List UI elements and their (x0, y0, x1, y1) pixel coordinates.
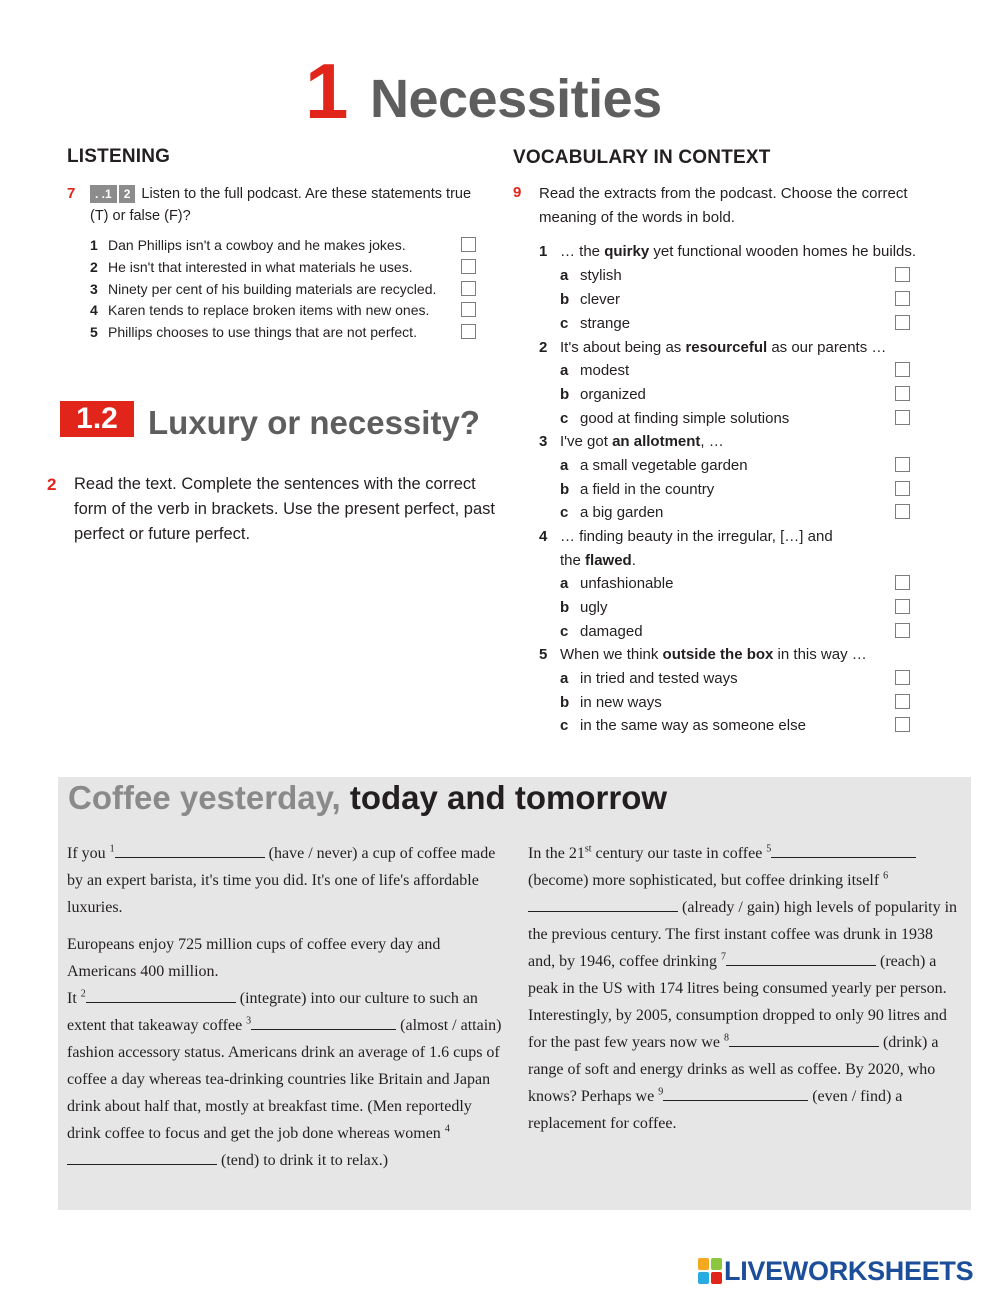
lesson-badge: 1.2 (60, 401, 134, 437)
vocab-question-4-line-2 (560, 549, 636, 573)
gap-number: 4 (444, 1123, 450, 1135)
vocab-option (560, 667, 738, 691)
vocab-checkbox-4b[interactable] (895, 599, 910, 614)
option-letter: b (560, 386, 570, 403)
tf-statement (90, 235, 480, 255)
exercise-9-number: 9 (513, 184, 522, 201)
option-text: damaged (580, 623, 643, 640)
gap-7-input[interactable] (726, 950, 876, 966)
gap-number: 3 (246, 1015, 252, 1027)
vocab-option (560, 383, 646, 407)
statement-number: 5 (90, 324, 98, 340)
lesson-title: Luxury or necessity? (148, 404, 480, 441)
question-bold-word: flawed (585, 552, 632, 569)
vocab-option (560, 454, 748, 478)
ordinal-suffix: st (584, 843, 592, 855)
vocab-question-1 (539, 240, 916, 264)
option-letter: c (560, 315, 569, 332)
option-text: organized (580, 386, 646, 403)
reading-title (68, 778, 667, 818)
vocab-option (560, 572, 673, 596)
question-number: 1 (539, 243, 548, 260)
reading-text: (even / find) a replacement for coffee. (528, 1088, 903, 1132)
statement-number: 2 (90, 259, 98, 275)
exercise-2-instruction: Read the text. Complete the sentences with the correct form of the verb in brackets. Use the present perfect, past perfect or future perfect. (74, 475, 495, 543)
reading-left-column (67, 840, 507, 1174)
vocab-checkbox-2a[interactable] (895, 362, 910, 377)
gap-4-input[interactable] (67, 1149, 217, 1165)
vocab-option (560, 359, 629, 383)
vocab-checkbox-3c[interactable] (895, 504, 910, 519)
reading-text: (tend) to drink it to relax.) (217, 1152, 389, 1169)
option-letter: c (560, 717, 569, 734)
tf-answer-box-2[interactable] (461, 259, 476, 274)
vocab-question-2 (539, 336, 886, 360)
vocab-option (560, 620, 643, 644)
gap-6-input[interactable] (528, 896, 678, 912)
statement-number: 4 (90, 302, 98, 318)
statement-number: 1 (90, 237, 98, 253)
option-letter: c (560, 410, 569, 427)
gap-number: 7 (721, 951, 726, 963)
option-letter: a (560, 575, 569, 592)
reading-paragraph (67, 840, 507, 921)
question-bold-word: an allotment (612, 433, 701, 450)
audio-tag-1: . .1 (90, 185, 117, 203)
vocab-checkbox-5a[interactable] (895, 670, 910, 685)
reading-right-column (528, 840, 958, 1137)
question-bold-word: resourceful (685, 339, 768, 356)
unit-title: Necessities (370, 69, 662, 129)
tf-statement (90, 257, 480, 277)
vocab-checkbox-4a[interactable] (895, 575, 910, 590)
exercise-7-instruction-block (90, 183, 490, 227)
tf-answer-box-3[interactable] (461, 281, 476, 296)
option-text: clever (580, 291, 621, 308)
exercise-7-instruction: Listen to the full podcast. Are these statements true (T) or false (F)? (90, 186, 472, 224)
vocab-option (560, 596, 608, 620)
question-bold-word: quirky (604, 243, 650, 260)
gap-3-input[interactable] (251, 1014, 396, 1030)
statement-text: Karen tends to replace broken items with new ones. (108, 302, 430, 318)
option-text: strange (580, 315, 631, 332)
question-number: 5 (539, 646, 548, 663)
reading-text: Europeans enjoy 725 million cups of coffee every day and Americans 400 million. (67, 936, 441, 980)
reading-text: In the 21 (528, 845, 585, 862)
liveworksheets-logo-icon (698, 1258, 722, 1284)
reading-text: (drink) a range of soft and energy drinks as well as coffee. By 2020, who knows? Perhaps we (528, 1034, 939, 1105)
question-text: . (631, 552, 636, 569)
vocab-checkbox-2c[interactable] (895, 410, 910, 425)
statement-text: Dan Phillips isn't a cowboy and he makes jokes. (108, 237, 406, 253)
option-letter: a (560, 362, 569, 379)
reading-paragraph (528, 840, 958, 1137)
tf-answer-box-5[interactable] (461, 324, 476, 339)
option-text: good at finding simple solutions (580, 410, 790, 427)
gap-1-input[interactable] (115, 842, 265, 858)
liveworksheets-logo[interactable] (698, 1256, 973, 1286)
tf-answer-box-4[interactable] (461, 302, 476, 317)
option-text: in the same way as someone else (580, 717, 806, 734)
question-text: It's about being as (560, 339, 686, 356)
tf-statement (90, 322, 480, 342)
question-text: … the (560, 243, 605, 260)
gap-2-input[interactable] (86, 987, 236, 1003)
gap-number: 1 (109, 843, 115, 855)
reading-text: (integrate) into our culture to such an extent that takeaway coffee (67, 990, 478, 1034)
option-letter: c (560, 504, 569, 521)
question-number: 3 (539, 433, 548, 450)
option-letter: b (560, 481, 570, 498)
gap-number: 5 (766, 843, 772, 855)
option-text: in new ways (580, 694, 662, 711)
option-letter: c (560, 623, 569, 640)
question-text: the (560, 552, 586, 569)
tf-statement (90, 300, 480, 320)
reading-title-grey: Coffee yesterday, (68, 779, 341, 816)
reading-paragraph (67, 931, 507, 1174)
listening-heading: LISTENING (67, 146, 171, 167)
reading-text: (become) more sophisticated, but coffee drinking itself (528, 872, 884, 889)
option-letter: a (560, 457, 569, 474)
reading-text: (already / gain) high levels of popularity in the previous century. The first instant coffee was drunk in 1938 and, by 1946, coffee drinking (528, 899, 958, 970)
vocab-checkbox-1c[interactable] (895, 315, 910, 330)
question-number: 2 (539, 339, 548, 356)
vocab-checkbox-5c[interactable] (895, 717, 910, 732)
exercise-7-number: 7 (67, 185, 76, 202)
question-text: When we think (560, 646, 663, 663)
unit-number: 1 (305, 47, 349, 135)
reading-text: (almost / attain) fashion accessory status. Americans drink an average of 1.6 cups of coffee a day whereas tea-drinking countries like Britain and Japan drink about half that, mostly at breakfast time. (Men reportedly drink coffee to focus and get the job done whereas women (67, 1017, 502, 1142)
vocab-checkbox-5b[interactable] (895, 694, 910, 709)
statement-text: Phillips chooses to use things that are not perfect. (108, 324, 417, 340)
option-letter: b (560, 291, 570, 308)
exercise-9-instruction: Read the extracts from the podcast. Choose the correct meaning of the words in bold. (539, 185, 908, 226)
vocab-option (560, 714, 806, 738)
vocab-option (560, 501, 663, 525)
option-letter: b (560, 599, 570, 616)
vocab-question-3 (539, 430, 724, 454)
question-text: , … (700, 433, 724, 450)
vocab-option (560, 312, 630, 336)
statement-number: 3 (90, 281, 98, 297)
option-text: unfashionable (580, 575, 674, 592)
vocab-option (560, 264, 622, 288)
option-text: a small vegetable garden (580, 457, 748, 474)
reading-text: (have / never) a cup of coffee made by an expert barista, it's time you did. It's one of life's affordable luxuries. (67, 845, 496, 916)
reading-text: It (67, 990, 81, 1007)
gap-number: 9 (658, 1086, 664, 1098)
question-text: … finding beauty in the irregular, […] and (560, 528, 833, 545)
gap-number: 8 (723, 1032, 729, 1044)
vocab-checkbox-1b[interactable] (895, 291, 910, 306)
option-text: ugly (580, 599, 608, 616)
option-text: a big garden (580, 504, 664, 521)
tf-answer-box-1[interactable] (461, 237, 476, 252)
question-number: 4 (539, 528, 548, 545)
gap-5-input[interactable] (771, 842, 916, 858)
vocab-option (560, 288, 620, 312)
vocab-option (560, 407, 789, 431)
reading-title-dark: today and tomorrow (349, 779, 668, 816)
option-text: in tried and tested ways (580, 670, 738, 687)
vocab-option (560, 478, 714, 502)
audio-tag-2: 2 (119, 185, 136, 203)
option-text: stylish (580, 267, 622, 284)
question-text: I've got (560, 433, 613, 450)
statement-text: He isn't that interested in what materials he uses. (108, 259, 413, 275)
reading-text: If you (67, 845, 110, 862)
question-text: as our parents … (767, 339, 887, 356)
gap-number: 2 (80, 988, 86, 1000)
option-text: a field in the country (580, 481, 715, 498)
vocab-question-4 (539, 525, 833, 549)
reading-text: (reach) a peak in the US with 174 litres being consumed yearly per person. Interestingly, by 2005, consumption dropped to only 90 litres and for the past few years now we (528, 953, 947, 1051)
option-letter: b (560, 694, 570, 711)
tf-statement (90, 279, 480, 299)
vocab-question-5 (539, 643, 867, 667)
reading-text: century our taste in coffee (591, 845, 767, 862)
option-letter: a (560, 670, 569, 687)
statement-text: Ninety per cent of his building materials are recycled. (108, 281, 437, 297)
gap-8-input[interactable] (729, 1031, 879, 1047)
vocab-checkbox-4c[interactable] (895, 623, 910, 638)
question-bold-word: outside the box (662, 646, 774, 663)
vocab-option (560, 691, 662, 715)
question-text: in this way … (773, 646, 867, 663)
exercise-2-number: 2 (47, 475, 57, 494)
option-letter: a (560, 267, 569, 284)
question-text: yet functional wooden homes he builds. (649, 243, 917, 260)
vocab-checkbox-1a[interactable] (895, 267, 910, 282)
liveworksheets-logo-text: LIVEWORKSHEETS (724, 1256, 974, 1286)
vocabulary-heading: VOCABULARY IN CONTEXT (513, 147, 771, 168)
option-text: modest (580, 362, 630, 379)
vocab-checkbox-3a[interactable] (895, 457, 910, 472)
audio-track-badge[interactable] (90, 185, 135, 203)
gap-9-input[interactable] (663, 1085, 808, 1101)
gap-number: 6 (883, 870, 889, 882)
vocab-checkbox-2b[interactable] (895, 386, 910, 401)
vocab-checkbox-3b[interactable] (895, 481, 910, 496)
